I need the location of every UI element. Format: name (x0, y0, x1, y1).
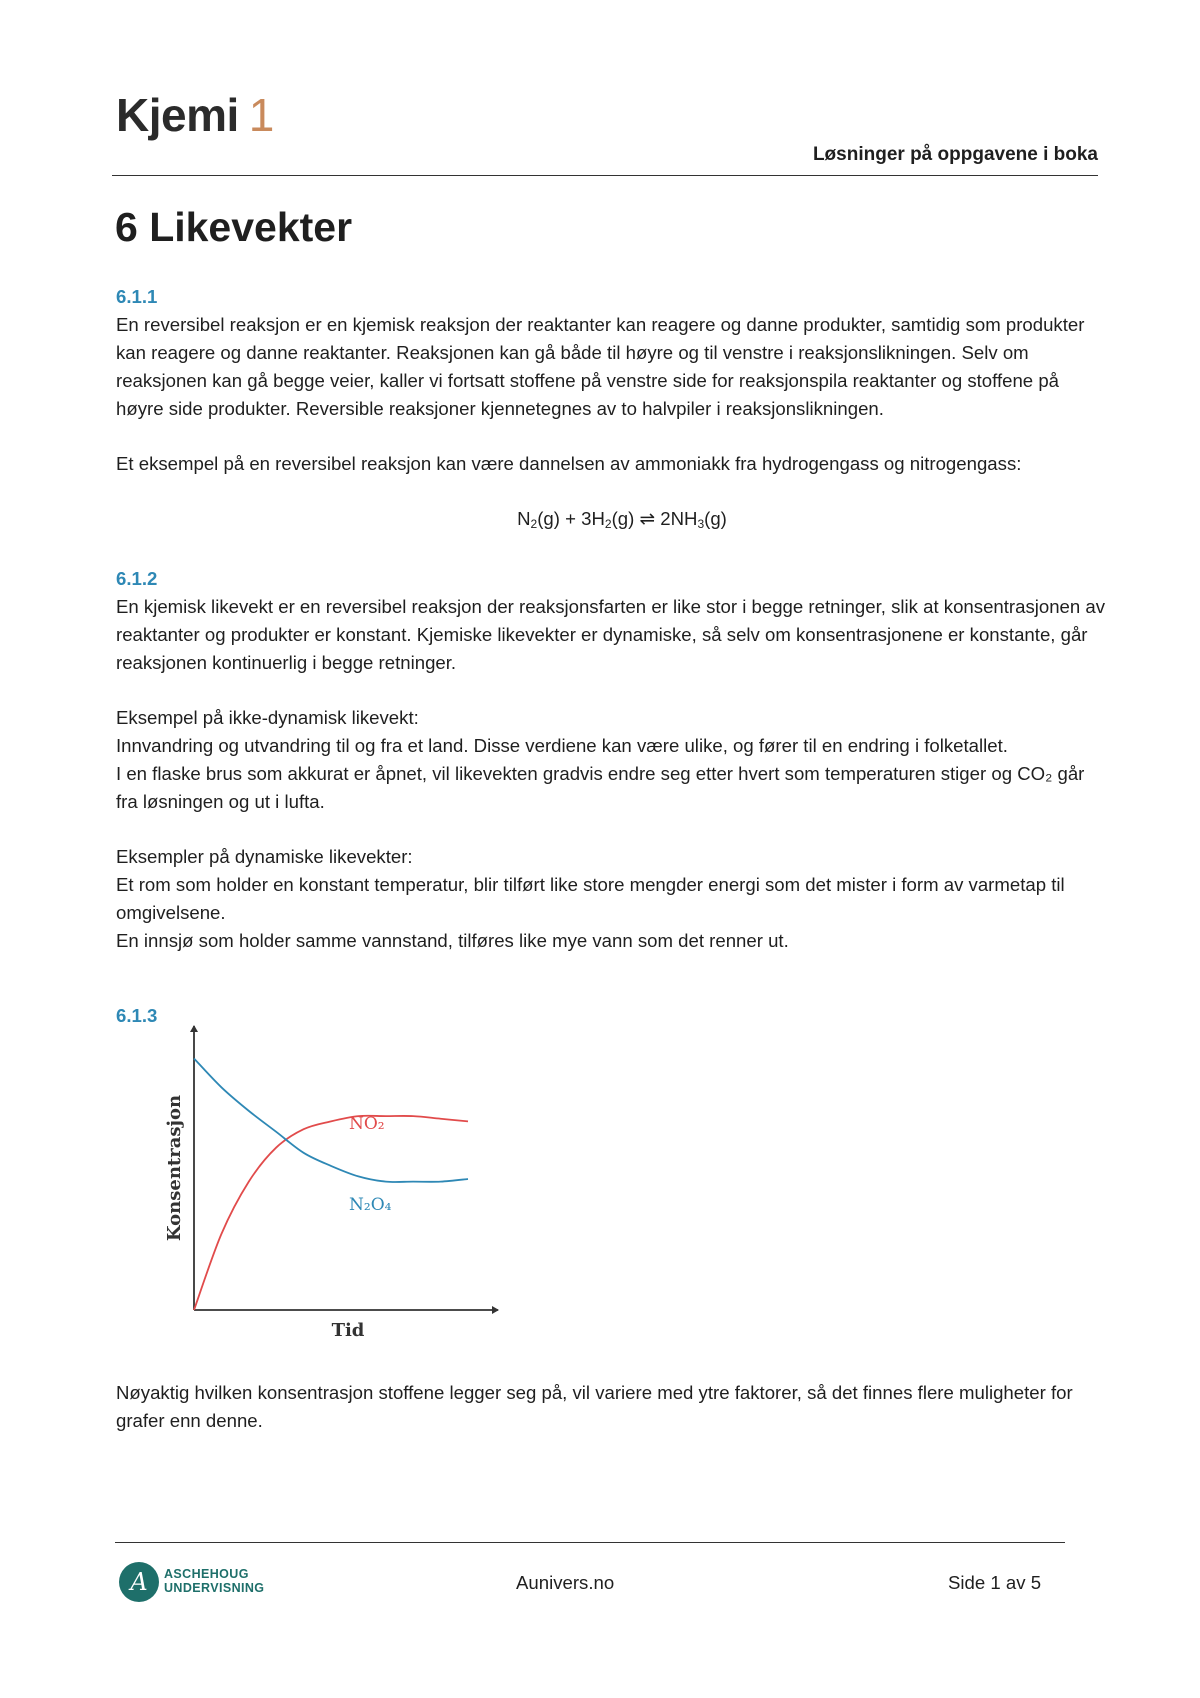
paragraph-611-1: En reversibel reaksjon er en kjemisk reaksjon der reaktanter kan reagere og danne produkter, samtidig som produkter kan reagere og danne reaktanter. Reaksjonen kan gå både til høyre og til venstre i reaksjonslikningen. Selv om reaksjonen kan gå begge veier, kaller vi fortsatt stoffene på venstre side for reaksjonspila reaktanter og stoffene på høyre side produkter. Reversible reaksjoner kjennetegnes av to halvpiler i reaksjonslikningen. (116, 314, 1085, 419)
brand-number: 1 (248, 89, 274, 141)
paragraph-612-l6: En innsjø som holder samme vannstand, tilføres like mye vann som det renner ut. (116, 930, 789, 951)
footer-website: Aunivers.no (516, 1572, 615, 1593)
page-number: Side 1 av 5 (948, 1572, 1042, 1593)
equilibrium-graph (158, 1018, 508, 1348)
paragraph-612-l3: I en flaske brus som akkurat er åpnet, vil likevekten gradvis endre seg etter hvert som temperaturen stiger og CO₂ går fra løsningen og ut i lufta. (116, 763, 1085, 812)
paragraph-612-1: En kjemisk likevekt er en reversibel reaksjon der reaksjonsfarten er like stor i begge retninger, slik at konsentrasjonen av reaktanter og produkter er konstant. Kjemiske likevekter er dynamiske, så selv om konsentrasjonene er konstante, går reaksjonen kontinuerlig i begge retninger. (116, 596, 1106, 673)
section-number-613: 6.1.3 (116, 1005, 158, 1026)
reaction-equation: $N_2(g) + 3H_2(g)$ ⇌ $2NH_3(g)$ (517, 508, 727, 531)
header-divider (112, 175, 1098, 176)
paragraph-612-l5: Et rom som holder en konstant temperatur, blir tilført like store mengder energi som det mister i form av varmetap til omgivelsene. (116, 874, 1065, 923)
section-number-611: 6.1.1 (116, 286, 158, 307)
paragraph-612-l1: Eksempel på ikke-dynamisk likevekt: (116, 707, 419, 728)
equilibrium-chart-svg (158, 1018, 508, 1348)
series-label-n2o4: N₂O₄ (349, 1195, 392, 1215)
series-line-n2o4 (194, 1058, 468, 1182)
brand-logo (116, 89, 274, 141)
x-axis-label: Tid (331, 1320, 365, 1341)
publisher-logo-text: ASCHEHOUG UNDERVISNING (164, 1567, 265, 1595)
footer-divider (115, 1542, 1065, 1543)
section-number-612: 6.1.2 (116, 568, 158, 589)
series-label-no2: NO₂ (349, 1114, 385, 1134)
paragraph-612-l4: Eksempler på dynamiske likevekter: (116, 846, 413, 867)
y-axis-label: Konsentrasjon (164, 1094, 185, 1242)
header-subtitle: Løsninger på oppgavene i boka (812, 144, 1098, 165)
main-content (116, 283, 1108, 1030)
series-line-no2 (194, 1116, 468, 1310)
publisher-logo-icon: A (119, 1562, 159, 1602)
paragraph-611-2: Et eksempel på en reversibel reaksjon kan være dannelsen av ammoniakk fra hydrogengass og nitrogengass: (116, 453, 1022, 474)
paragraph-612-l2: Innvandring og utvandring til og fra et land. Disse verdiene kan være ulike, og fører til en endring i folketallet. (116, 735, 1008, 756)
paragraph-613: Nøyaktig hvilken konsentrasjon stoffene legger seg på, vil variere med ytre faktorer, så det finnes flere muligheter for grafer enn denne. (116, 1382, 1073, 1431)
chapter-title: 6 Likevekter (115, 204, 353, 250)
brand-name: Kjemi (116, 89, 239, 141)
